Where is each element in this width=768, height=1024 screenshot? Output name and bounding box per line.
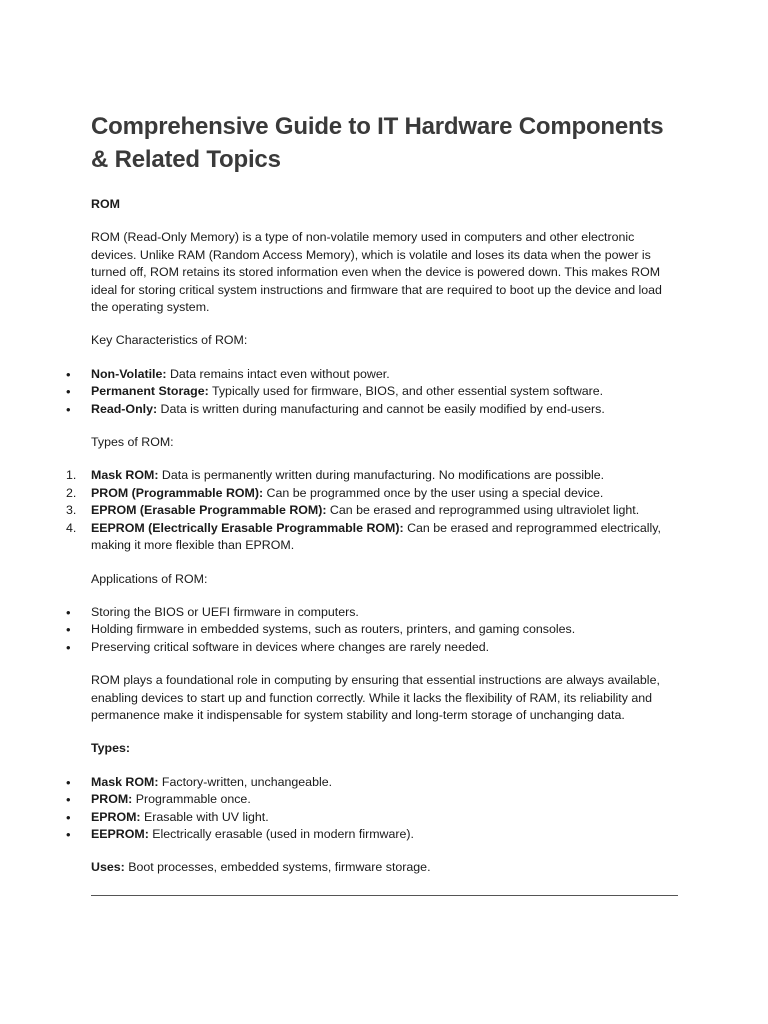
list-item xyxy=(66,791,679,808)
list-item-text: Factory-written, unchangeable. xyxy=(158,774,333,789)
applications-label: Applications of ROM: xyxy=(91,571,208,586)
section-divider xyxy=(91,895,678,896)
list-item-text: Typically used for firmware, BIOS, and other essential system software. xyxy=(208,384,604,399)
types-list xyxy=(66,467,679,554)
list-item xyxy=(66,383,679,400)
document-title: Comprehensive Guide to IT Hardware Components & Related Topics xyxy=(91,113,664,173)
bullet-icon: • xyxy=(66,826,71,842)
list-item xyxy=(66,774,679,791)
list-item-text: Data is permanently written during manufacturing. No modifications are possible. xyxy=(158,468,605,483)
list-number: 1. xyxy=(66,468,77,483)
list-item-text: Can be erased and reprogrammed using ultraviolet light. xyxy=(326,503,640,518)
list-item-term: Permanent Storage: xyxy=(91,384,209,399)
list-item-term: PROM (Programmable ROM): xyxy=(91,485,264,500)
list-item-text: Data is written during manufacturing and cannot be easily modified by end-users. xyxy=(157,401,605,416)
uses-line xyxy=(91,859,679,876)
list-item-term: Mask ROM: xyxy=(91,468,159,483)
list-item-text: Can be erased and reprogrammed electrically, making it more flexible than EPROM. xyxy=(91,520,661,553)
list-item-text: Data remains intact even without power. xyxy=(166,366,390,381)
list-number: 2. xyxy=(66,485,77,500)
applications-list xyxy=(66,604,679,656)
list-item xyxy=(66,639,679,656)
list-item-term: EPROM: xyxy=(91,809,141,824)
list-item xyxy=(66,401,679,418)
list-item xyxy=(66,467,679,484)
characteristics-label: Key Characteristics of ROM: xyxy=(91,333,248,348)
list-item-text: Holding firmware in embedded systems, such as routers, printers, and gaming consoles. xyxy=(91,622,576,637)
bullet-icon: • xyxy=(66,792,71,808)
bullet-icon: • xyxy=(66,401,71,417)
bullet-icon: • xyxy=(66,366,71,382)
bullet-icon: • xyxy=(66,639,71,655)
list-item-text: Programmable once. xyxy=(132,792,251,807)
list-item-term: EPROM (Erasable Programmable ROM): xyxy=(91,503,327,518)
list-item-term: PROM: xyxy=(91,792,133,807)
types-short-list xyxy=(66,774,679,844)
list-item xyxy=(66,604,679,621)
types-label: Types of ROM: xyxy=(91,435,174,450)
list-item xyxy=(66,520,679,555)
list-number: 3. xyxy=(66,503,77,518)
document-page xyxy=(66,110,679,877)
intro-paragraph: ROM (Read-Only Memory) is a type of non-volatile memory used in computers and other electronic devices. Unlike RAM (Random Access Memory), which is volatile and loses its data when the power is turned off, ROM retains its stored information even when the device is powered down. This makes ROM ideal for storing critical system instructions and firmware that are required to boot up the device and load the operating system. xyxy=(91,230,662,315)
list-item-text: Preserving critical software in devices where changes are rarely needed. xyxy=(91,639,490,654)
section-heading: ROM xyxy=(91,197,120,211)
list-item-text: Storing the BIOS or UEFI firmware in computers. xyxy=(91,604,359,619)
bullet-icon: • xyxy=(66,384,71,400)
list-number: 4. xyxy=(66,520,77,535)
bullet-icon: • xyxy=(66,622,71,638)
list-item-text: Can be programmed once by the user using a special device. xyxy=(263,485,604,500)
list-item xyxy=(66,366,679,383)
list-item-term: Non-Volatile: xyxy=(91,366,167,381)
types-bold-label: Types: xyxy=(91,741,131,756)
bullet-icon: • xyxy=(66,774,71,790)
list-item xyxy=(66,826,679,843)
list-item xyxy=(66,485,679,502)
list-item-text: Electrically erasable (used in modern firmware). xyxy=(148,826,414,841)
summary-paragraph: ROM plays a foundational role in computing by ensuring that essential instructions are always available, enabling devices to start up and function correctly. While it lacks the flexibility of RAM, its reliability and permanence make it indispensable for system stability and long-term storage of unchanging data. xyxy=(91,673,660,722)
uses-text: Boot processes, embedded systems, firmware storage. xyxy=(124,860,431,875)
bullet-icon: • xyxy=(66,604,71,620)
characteristics-list xyxy=(66,366,679,418)
bullet-icon: • xyxy=(66,809,71,825)
list-item-term: Mask ROM: xyxy=(91,774,159,789)
list-item-text: Erasable with UV light. xyxy=(140,809,269,824)
list-item-term: EEPROM: xyxy=(91,826,149,841)
list-item-term: Read-Only: xyxy=(91,401,158,416)
list-item xyxy=(66,809,679,826)
list-item xyxy=(66,502,679,519)
uses-term: Uses: xyxy=(91,860,125,875)
list-item-term: EEPROM (Electrically Erasable Programmable ROM): xyxy=(91,520,404,535)
list-item xyxy=(66,621,679,638)
